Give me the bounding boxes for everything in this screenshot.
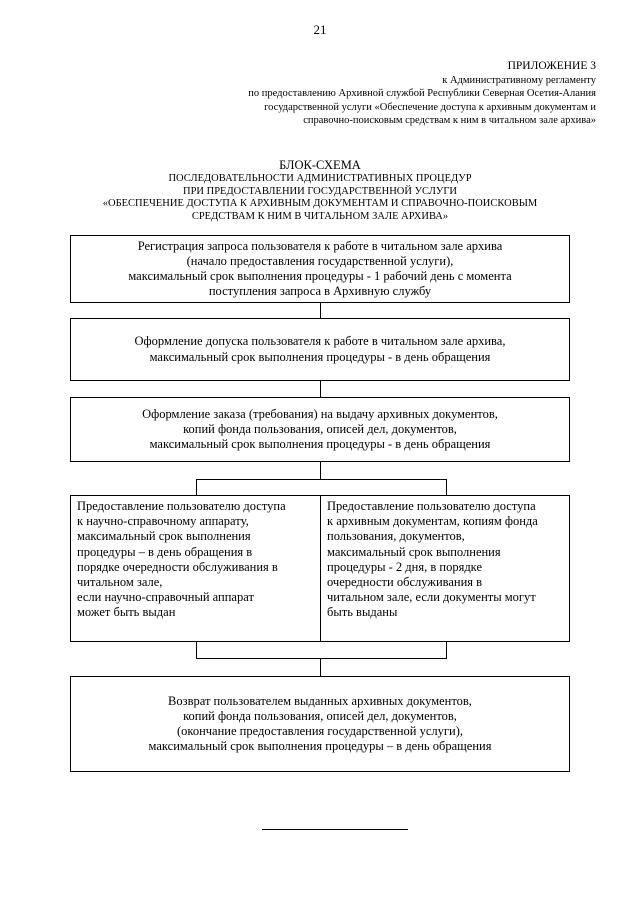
step-text: (начало предоставления государственной услуги), [186,253,454,268]
step-text: быть выданы [327,605,398,620]
connector-line [320,303,321,318]
flow-step-registration [70,235,570,303]
connector-line [320,658,321,676]
step-text: Регистрация запроса пользователя к работе в читальном зале архива [137,238,503,253]
connector-line [196,479,197,495]
step-text: копий фонда пользования, описей дел, документов, [183,421,457,436]
step-text: максимальный срок выполнения процедуры - 1 рабочий день с момента [128,269,512,283]
step-text: читальном зале, [77,575,163,590]
step-text: к научно-справочному аппарату, [77,514,249,529]
join-line [196,658,447,659]
step-text: максимальный срок выполнения [77,529,251,544]
step-text: максимальный срок выполнения процедуры - в день обращения [149,349,491,364]
step-text: (окончание предоставления государственной услуги), [176,724,463,738]
footer-divider [262,829,408,830]
step-text: Возврат пользователем выданных архивных документов, [168,693,472,708]
appendix-line: справочно-поисковым средствам к ним в читальном зале архива» [303,115,596,127]
appendix-line: по предоставлению Архивной службой Республики Северная Осетия-Алания [248,88,596,100]
step-text: Предоставление пользователю доступа [327,499,536,513]
flow-step-documents-access [320,495,570,642]
title-line: СРЕДСТВАМ К НИМ В ЧИТАЛЬНОМ ЗАЛЕ АРХИВА» [191,210,449,222]
step-text: очередности обслуживания в [327,575,483,590]
flow-step-reference-access [70,495,321,642]
step-text: читальном зале, если документы могут [327,590,536,605]
title-line: «ОБЕСПЕЧЕНИЕ ДОСТУПА К АРХИВНЫМ ДОКУМЕНТАМ И СПРАВОЧНО-ПОИСКОВЫМ [102,198,538,210]
connector-line [196,642,197,658]
step-text: к архивным документам, копиям фонда [327,514,538,529]
step-text: пользования, документов, [327,529,465,544]
step-text: Оформление заказа (требования) на выдачу архивных документов, [142,406,498,421]
page-number: 21 [313,22,327,37]
title-line: ПРИ ПРЕДОСТАВЛЕНИИ ГОСУДАРСТВЕННОЙ УСЛУГИ [183,185,457,197]
connector-line [320,462,321,479]
title-main: БЛОК-СХЕМА [279,158,361,172]
document-title [60,158,580,223]
appendix-title: ПРИЛОЖЕНИЕ 3 [507,60,596,72]
connector-line [320,381,321,397]
step-text: максимальный срок выполнения [327,544,501,559]
step-text: поступления запроса в Архивную службу [208,284,432,299]
step-text: если научно-справочный аппарат [77,590,254,605]
step-text: максимальный срок выполнения процедуры - в день обращения [149,437,491,452]
connector-line [446,642,447,658]
flow-step-return [70,676,570,772]
step-text: Предоставление пользователю доступа [77,499,286,513]
appendix-line: государственной услуги «Обеспечение доступа к архивным документам и [264,101,596,113]
step-text: максимальный срок выполнения процедуры – в день обращения [148,739,492,754]
flow-step-order [70,397,570,462]
step-text: может быть выдан [77,605,176,620]
step-text: процедуры – в день обращения в [77,544,253,559]
connector-line [446,479,447,495]
flow-step-admission [70,318,570,381]
appendix-line: к Административному регламенту [442,74,596,86]
step-text: копий фонда пользования, описей дел, документов, [183,708,457,723]
step-text: Оформление допуска пользователя к работе в читальном зале архива, [134,334,506,349]
step-text: порядке очередности обслуживания в [77,559,278,574]
appendix-header [166,60,596,128]
step-text: процедуры - 2 дня, в порядке [327,559,482,574]
title-line: ПОСЛЕДОВАТЕЛЬНОСТИ АДМИНИСТРАТИВНЫХ ПРОЦЕДУР [168,173,472,184]
fork-line [196,479,446,480]
